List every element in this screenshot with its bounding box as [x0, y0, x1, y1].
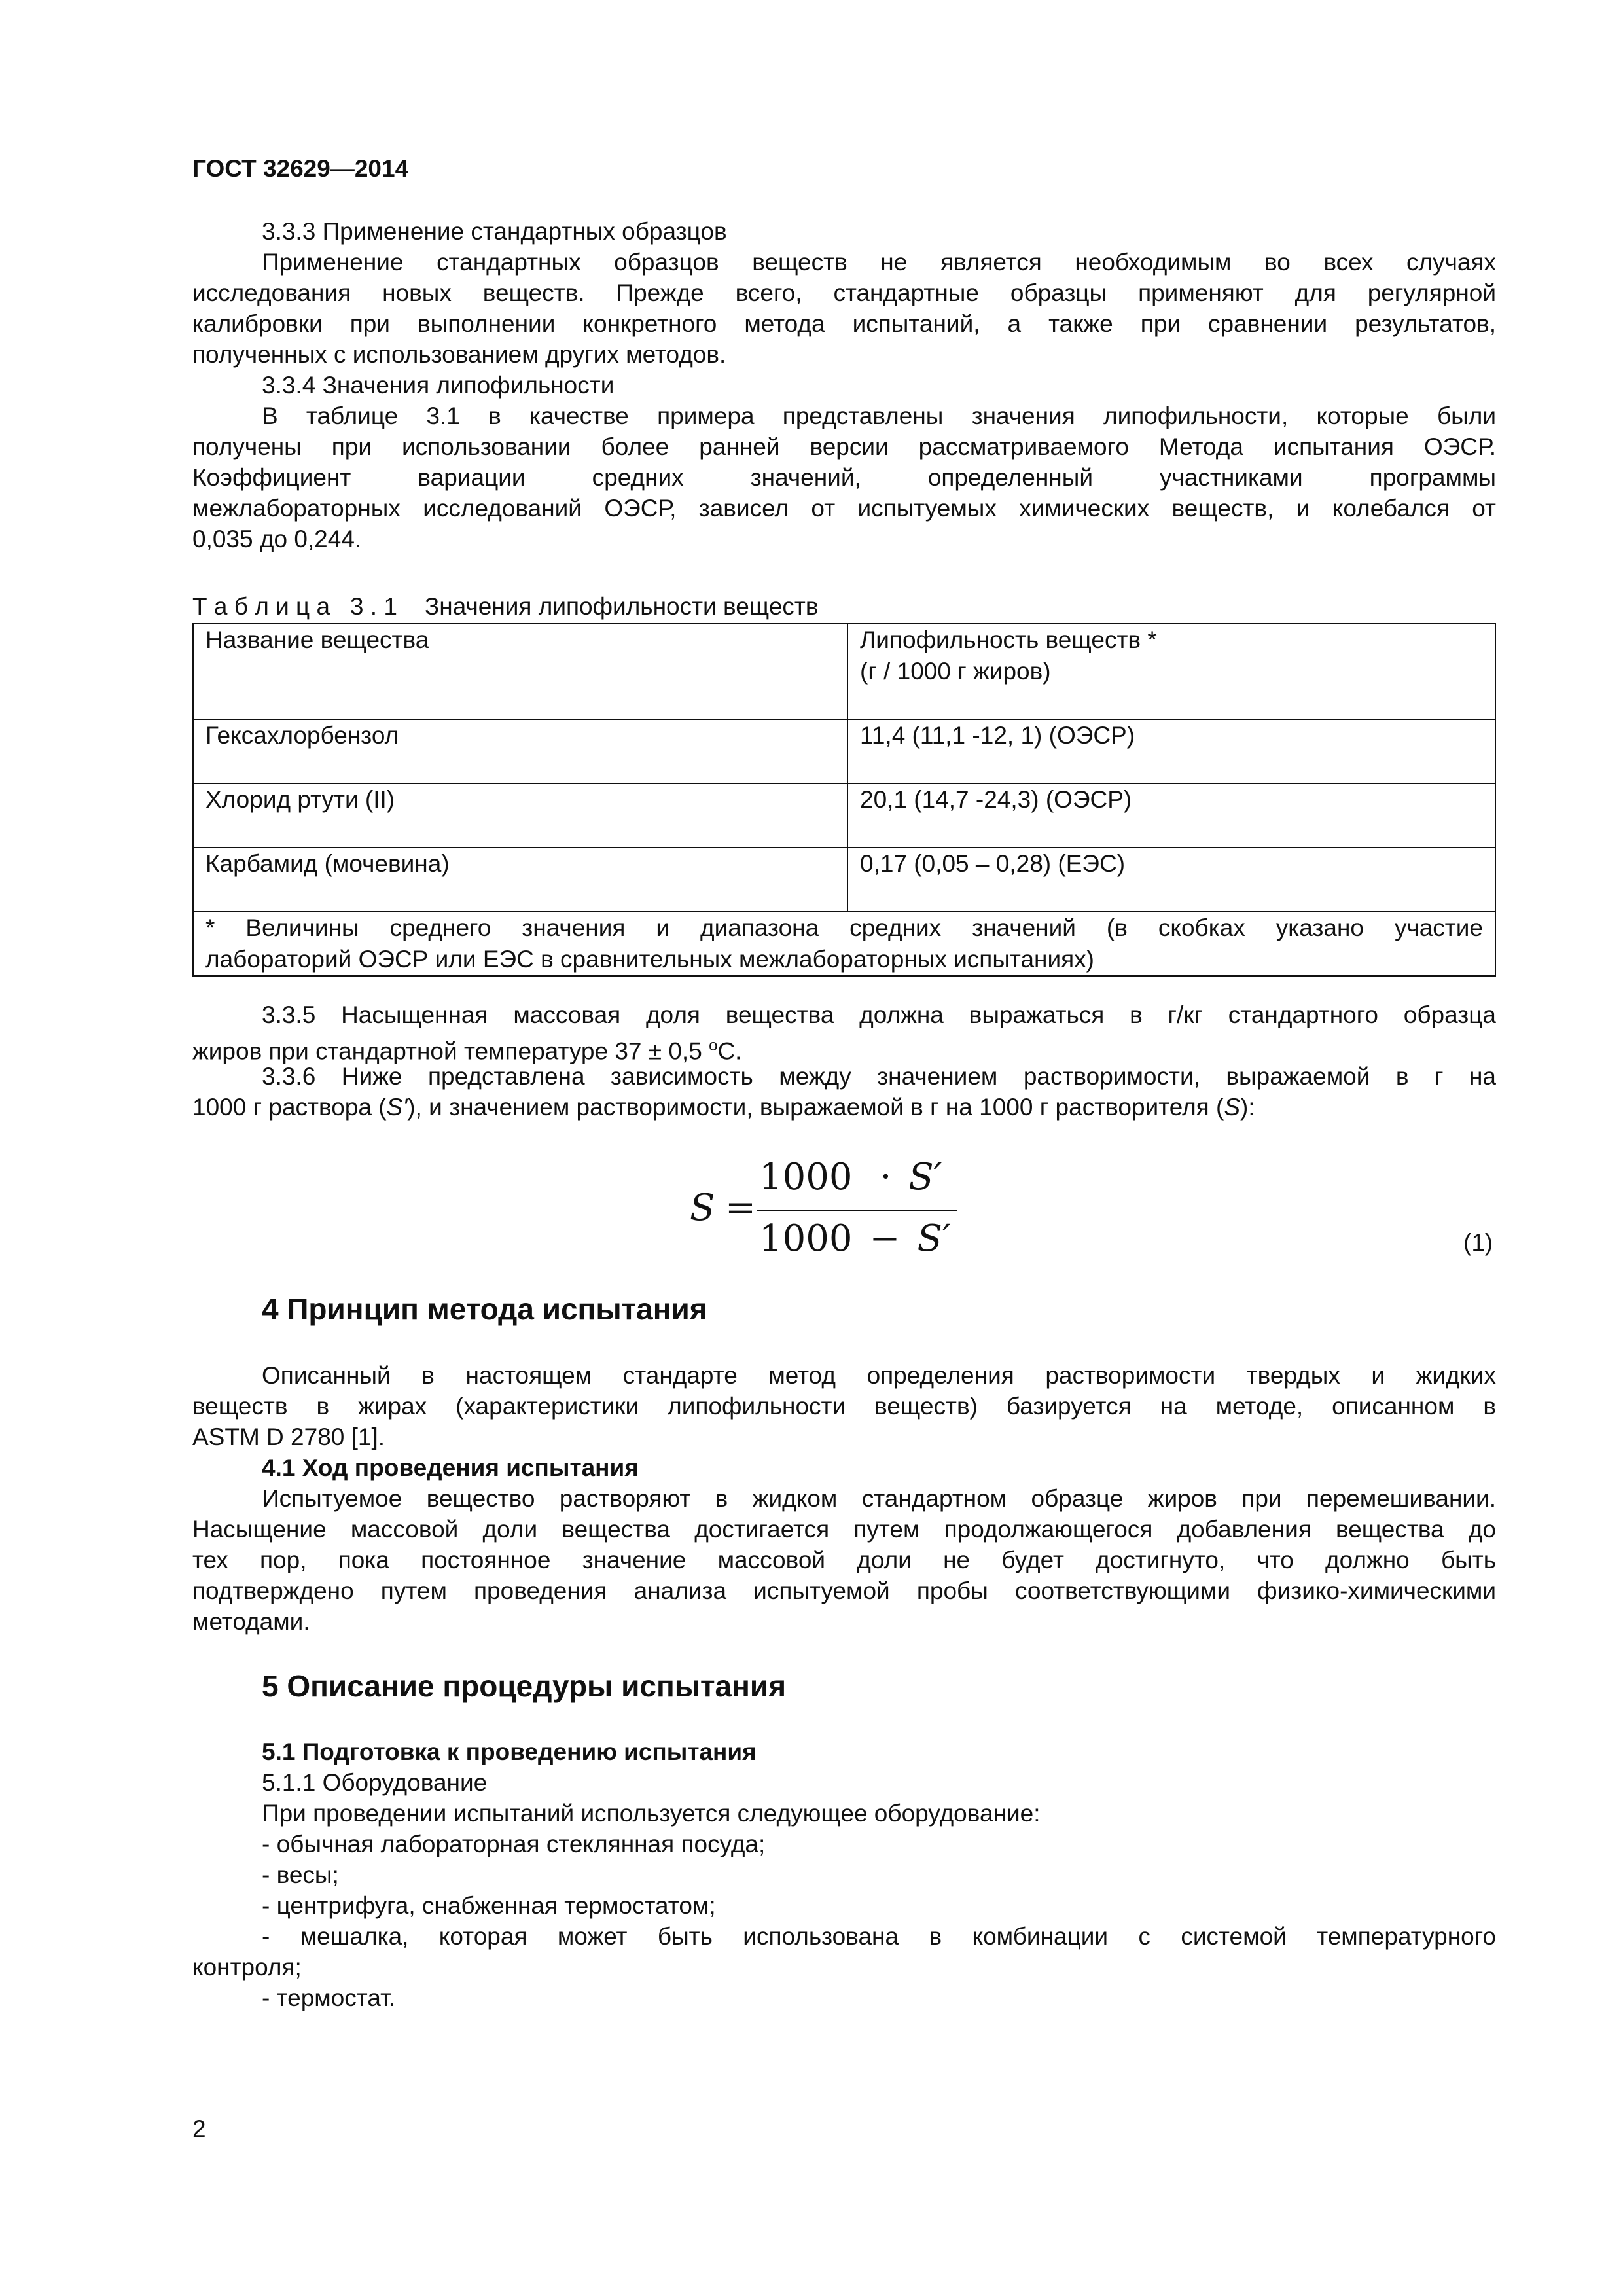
text-span: ):	[1240, 1094, 1255, 1121]
table-caption-label: Т а б л и ц а 3 . 1	[192, 593, 397, 620]
table-header-row	[193, 624, 1495, 719]
paragraph-line: Испытуемое вещество растворяют в жидком стандартном образце жиров при перемешивании.	[262, 1485, 1496, 1512]
section-4-1-title: 4.1 Ход проведения испытания	[262, 1454, 639, 1481]
formula-denominator	[759, 1217, 951, 1260]
paragraph-line: калибровки при выполнении конкретного метода испытаний, а также при сравнении результатов,	[192, 310, 1496, 337]
paragraph-line: методами.	[192, 1608, 310, 1635]
paragraph-line: тех пор, пока постоянное значение массовой доли не будет достигнуто, что должно быть	[192, 1547, 1496, 1573]
formula-numerator-variable: S′	[908, 1156, 942, 1198]
list-item: - весы;	[262, 1861, 339, 1888]
table-footnote-row	[193, 912, 1495, 976]
degree-superscript: o	[709, 1037, 718, 1054]
list-item: - центрифуга, снабженная термостатом;	[262, 1892, 716, 1919]
list-item: - термостат.	[262, 1984, 396, 2011]
lipophilicity-table	[192, 623, 1496, 977]
paragraph-line: Описанный в настоящем стандарте метод определения растворимости твердых и жидких	[262, 1362, 1496, 1389]
table-footnote-line: * Величины среднего значения и диапазона средних значений (в скобках указано участие	[205, 914, 1483, 941]
paragraph-line: веществ в жирах (характеристики липофильности веществ) базируется на методе, описанном в	[192, 1393, 1496, 1420]
table-row	[193, 848, 1495, 912]
table-row	[193, 783, 1495, 848]
table-cell: Хлорид ртути (II)	[193, 783, 847, 848]
table-cell: Гексахлорбензол	[193, 719, 847, 783]
variable-s: S	[1224, 1094, 1240, 1121]
text-span: 1000 г раствора (	[192, 1094, 387, 1121]
table-cell: Карбамид (мочевина)	[193, 848, 847, 912]
paragraph-line: подтверждено путем проведения анализа испытуемой пробы соответствующими физико-химическими	[192, 1577, 1496, 1604]
formula-lhs: S	[690, 1187, 715, 1229]
table-caption	[192, 591, 819, 622]
variable-s-prime: S'	[386, 1094, 408, 1121]
formula-numerator-operator: ·	[880, 1156, 892, 1198]
text-span: C.	[717, 1037, 742, 1065]
section-3-3-5-line: 3.3.5 Насыщенная массовая доля вещества должна выражаться в г/кг стандартного образца	[262, 1001, 1496, 1028]
formula-denominator-operator: −	[869, 1217, 901, 1260]
table-footnote-line: лабораторий ОЭСР или ЕЭС в сравнительных межлабораторных испытаниях)	[205, 946, 1094, 973]
table-cell: 11,4 (11,1 -12, 1) (ОЭСР)	[847, 719, 1495, 783]
table-footnote-cell	[193, 912, 1495, 976]
table-cell: 0,17 (0,05 – 0,28) (ЕЭС)	[847, 848, 1495, 912]
formula-denominator-value: 1000	[759, 1217, 853, 1260]
formula-denominator-variable: S′	[917, 1217, 951, 1260]
table-header-lipophilicity: Липофильность веществ *	[860, 626, 1157, 653]
formula-numerator-value: 1000	[759, 1156, 853, 1198]
section-5-1-1-title: 5.1.1 Оборудование	[262, 1769, 488, 1796]
list-item: - мешалка, которая может быть использована в комбинации с системой температурного	[262, 1923, 1496, 1950]
formula-numerator	[759, 1156, 942, 1198]
table-header-unit: (г / 1000 г жиров)	[860, 658, 1051, 685]
paragraph-line: ASTM D 2780 [1].	[192, 1424, 385, 1450]
table-row	[193, 719, 1495, 783]
paragraph-line: исследования новых веществ. Прежде всего, стандартные образцы применяют для регулярной	[192, 279, 1496, 306]
paragraph-line: Применение стандартных образцов веществ не является необходимым во всех случаях	[262, 249, 1496, 276]
text-span: ), и значением растворимости, выражаемой в г на 1000 г растворителя (	[407, 1094, 1224, 1121]
text-span: жиров при стандартной температуре 37 ± 0,5	[192, 1037, 709, 1065]
equipment-intro: При проведении испытаний используется следующее оборудование:	[262, 1800, 1041, 1827]
section-3-3-3-heading: 3.3.3 Применение стандартных образцов	[262, 218, 727, 245]
fraction-bar	[757, 1210, 957, 1211]
paragraph-line: Коэффициент вариации средних значений, определенный участниками программы	[192, 464, 1496, 491]
paragraph-line: полученных с использованием других методов.	[192, 341, 726, 368]
section-4-title: 4 Принцип метода испытания	[262, 1292, 707, 1326]
table-header-cell	[847, 624, 1495, 719]
table-header-name: Название вещества	[205, 626, 429, 653]
table-cell: 20,1 (14,7 -24,3) (ОЭСР)	[847, 783, 1495, 848]
section-3-3-6-line: 3.3.6 Ниже представлена зависимость между значением растворимости, выражаемой в г на	[262, 1063, 1496, 1090]
formula-number: (1)	[1463, 1229, 1493, 1256]
paragraph-line: межлабораторных исследований ОЭСР, зависел от испытуемых химических веществ, и колебался от	[192, 495, 1496, 522]
table-caption-text: Значения липофильности веществ	[424, 593, 819, 620]
paragraph-line: В таблице 3.1 в качестве примера представлены значения липофильности, которые были	[262, 403, 1496, 429]
table-header-cell	[193, 624, 847, 719]
list-item: - обычная лабораторная стеклянная посуда;	[262, 1831, 766, 1857]
section-5-title: 5 Описание процедуры испытания	[262, 1669, 787, 1703]
formula-equals: =	[725, 1187, 756, 1229]
paragraph-line: получены при использовании более ранней версии рассматриваемого Метода испытания ОЭСР.	[192, 433, 1496, 460]
doc-id-header: ГОСТ 32629—2014	[192, 155, 409, 182]
paragraph-line: Насыщение массовой доли вещества достигается путем продолжающегося добавления вещества до	[192, 1516, 1496, 1543]
section-3-3-6-line	[192, 1092, 1255, 1123]
paragraph-line: 0,035 до 0,244.	[192, 526, 362, 552]
page-number: 2	[192, 2115, 206, 2142]
section-5-1-title: 5.1 Подготовка к проведению испытания	[262, 1738, 757, 1765]
list-item-continuation: контроля;	[192, 1954, 302, 1981]
section-3-3-4-heading: 3.3.4 Значения липофильности	[262, 372, 615, 399]
